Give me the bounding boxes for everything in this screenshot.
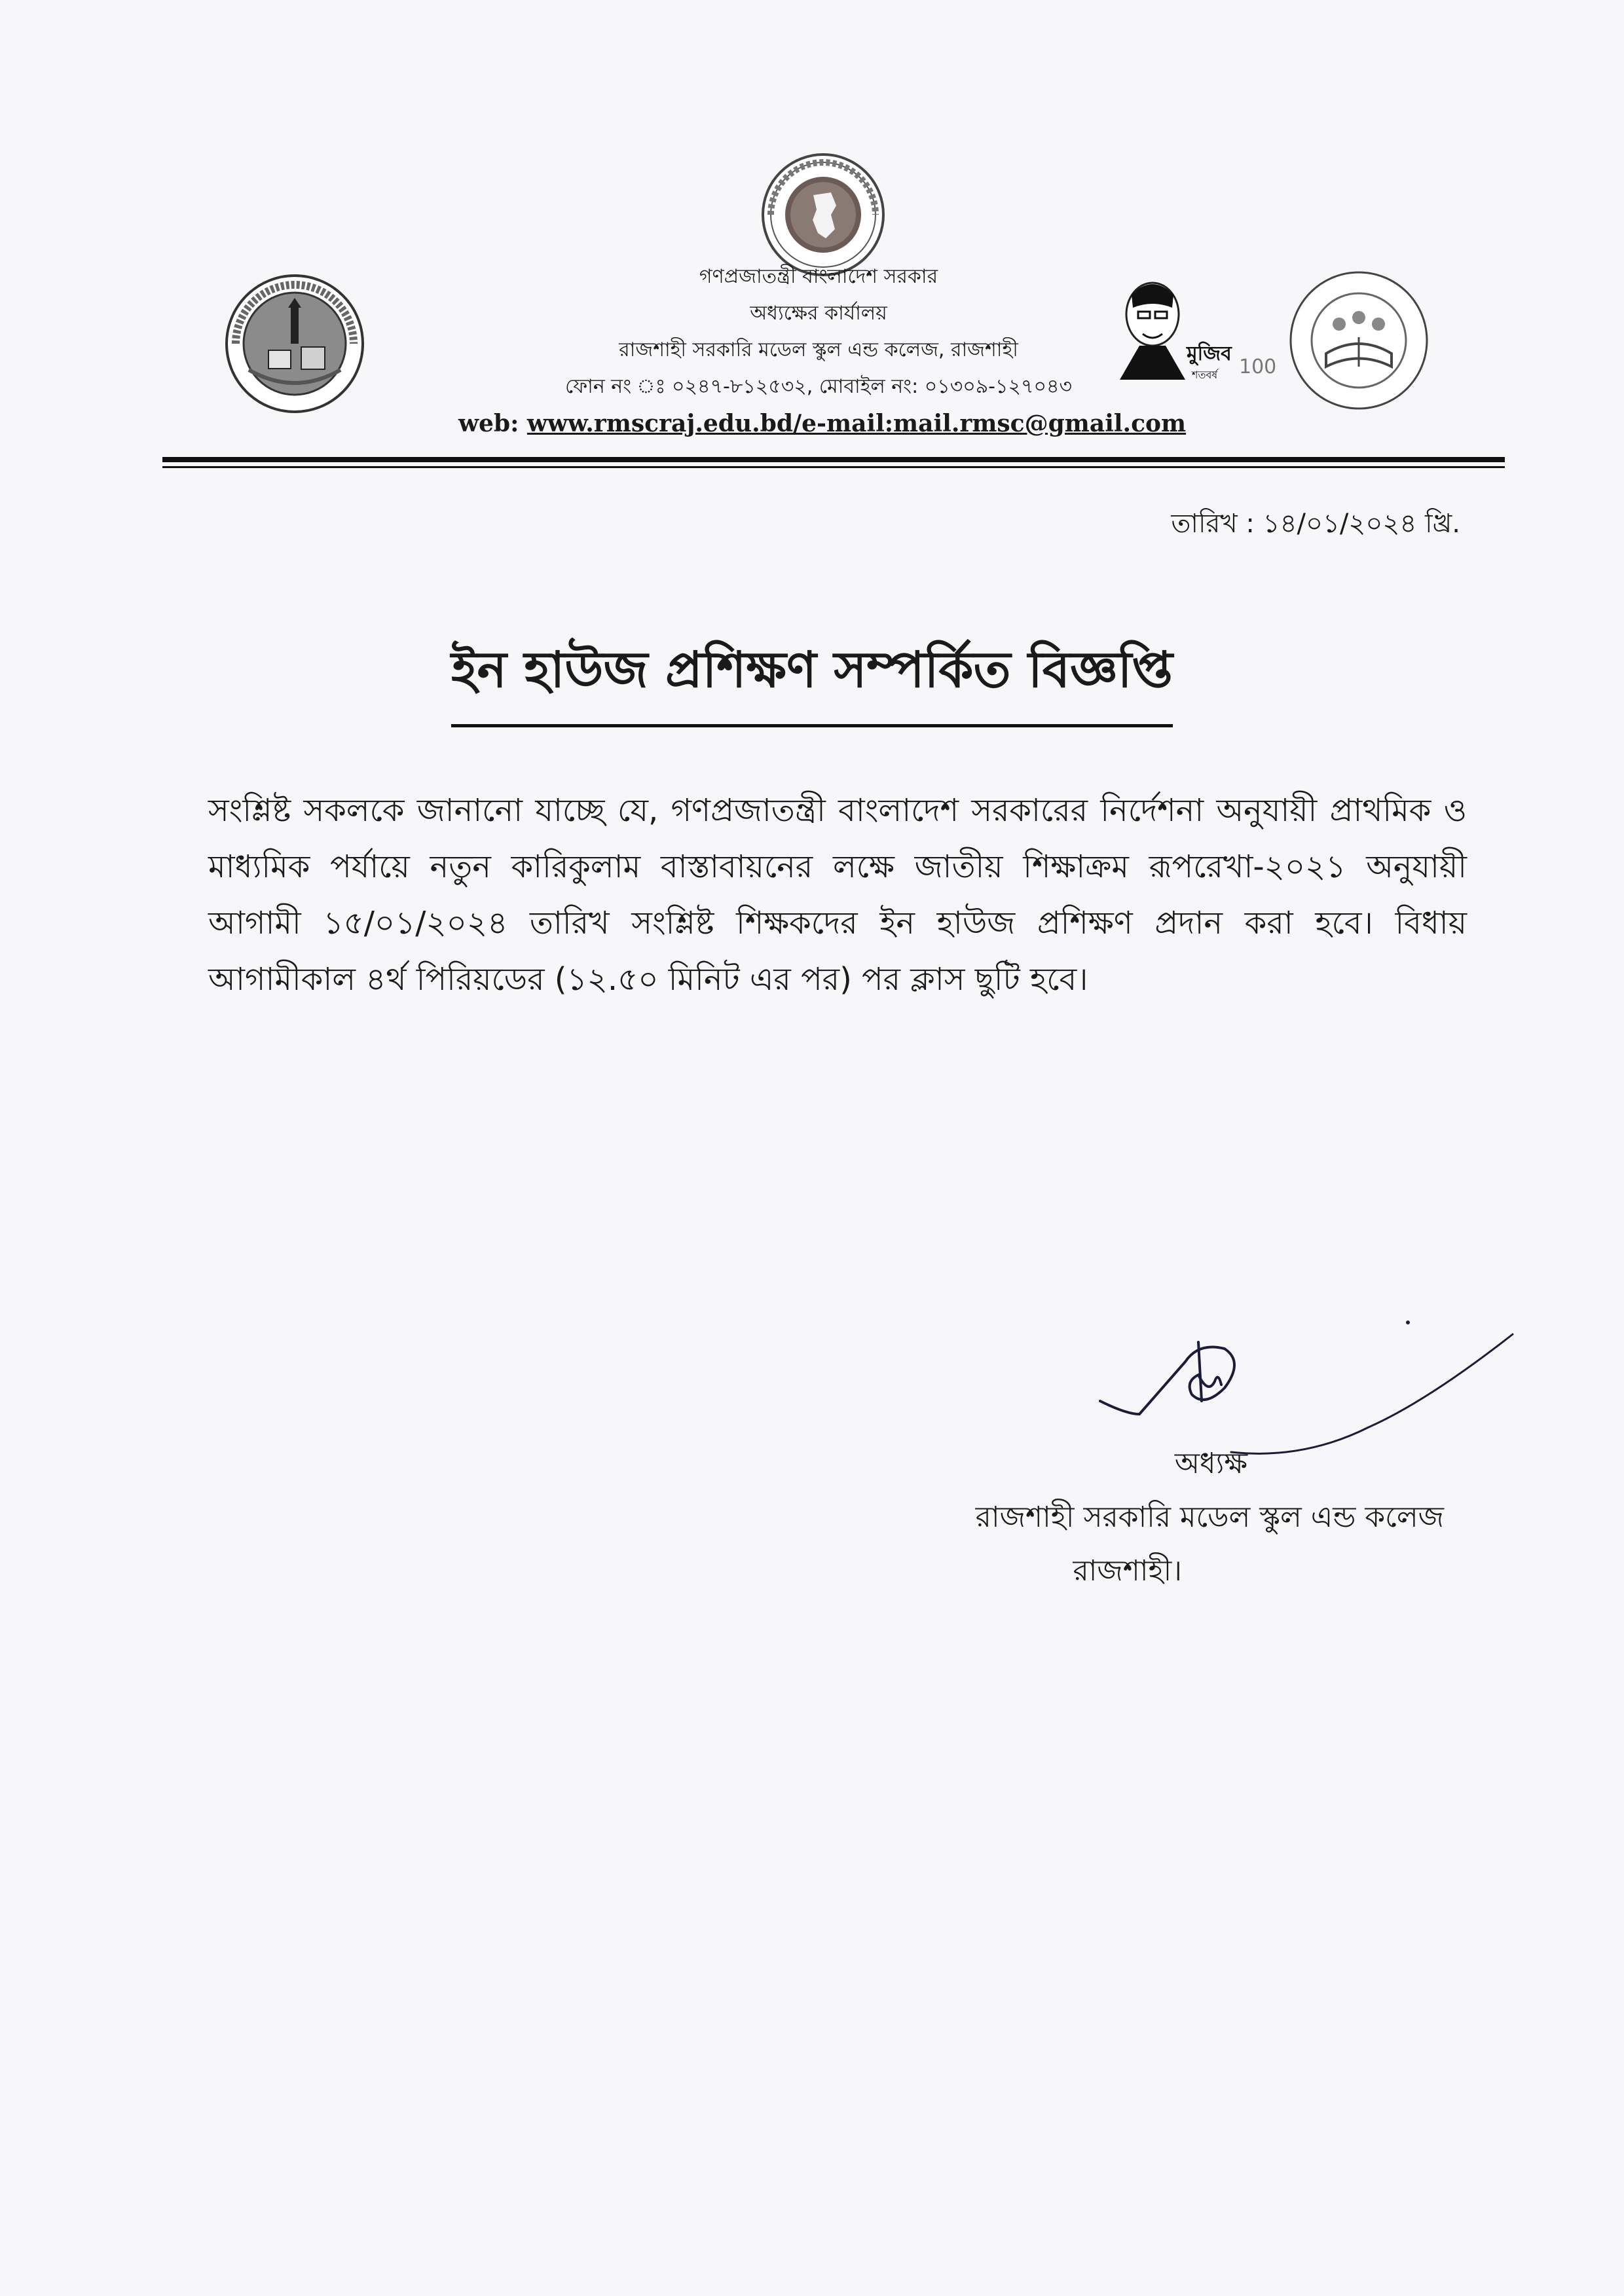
education-campaign-logo-icon	[1287, 268, 1431, 412]
signatory-city: রাজশাহী।	[1073, 1554, 1182, 1588]
contact-info: ফোন নং ঃ ০২৪৭-৮১২৫৩২, মোবাইল নং: ০১৩০৯-১২৭০৪৩	[565, 375, 1072, 398]
institution-name: রাজশাহী সরকারি মডেল স্কুল এন্ড কলেজ, রাজশাহী	[619, 338, 1018, 361]
web-link[interactable]: www.rmscraj.edu.bd/e-mail:mail.rmsc@gmail.com	[526, 410, 1187, 437]
signatory-designation: অধ্যক্ষ	[1174, 1447, 1247, 1480]
mujib-logo-sub: শতবর্ষ	[1192, 369, 1218, 381]
office-header	[458, 259, 1187, 442]
notice-body: সংশ্লিষ্ট সকলকে জানানো যাচ্ছে যে, গণপ্রজাতন্ত্রী বাংলাদেশ সরকারের নির্দেশনা অনুযায়ী প্রাথমিক ও মাধ্যমিক পর্যায়ে নতুন কারিকুলাম বাস্তাবায়নের লক্ষে জাতীয় শিক্ষাক্রম রূপরেখা-২০২১ অনুযায়ী আগামী ১৫/০১/২০২৪ তারিখ সংশ্লিষ্ট শিক্ষকদের ইন হাউজ প্রশিক্ষণ প্রদান করা হবে। বিধায় আগামীকাল ৪র্থ পিরিয়ডের (১২.৫০ মিনিট এর পর) পর ক্লাস ছুটি হবে।	[208, 792, 1467, 998]
header-divider-thin	[162, 466, 1505, 468]
notice-title-wrap	[0, 632, 1624, 727]
web-line	[458, 405, 1187, 442]
header-divider	[162, 457, 1505, 462]
notice-title: ইন হাউজ প্রশিক্ষণ সম্পর্কিত বিজ্ঞপ্তি	[451, 632, 1173, 727]
signatory-institution: রাজশাহী সরকারি মডেল স্কুল এন্ড কলেজ	[975, 1501, 1444, 1534]
school-crest-icon	[223, 272, 367, 416]
notice-date: তারিখ : ১৪/০১/২০২৪ খ্রি.	[1171, 509, 1460, 539]
office-name: অধ্যক্ষের কার্যালয়	[750, 302, 887, 325]
mujib-logo-text: মুজিব	[1187, 342, 1232, 365]
mujib-logo-num: 100	[1239, 355, 1277, 378]
signature-block	[976, 1437, 1444, 1598]
government-name: গণপ্রজাতন্ত্রী বাংলাদেশ সরকার	[699, 265, 938, 288]
web-label: web:	[458, 410, 527, 437]
